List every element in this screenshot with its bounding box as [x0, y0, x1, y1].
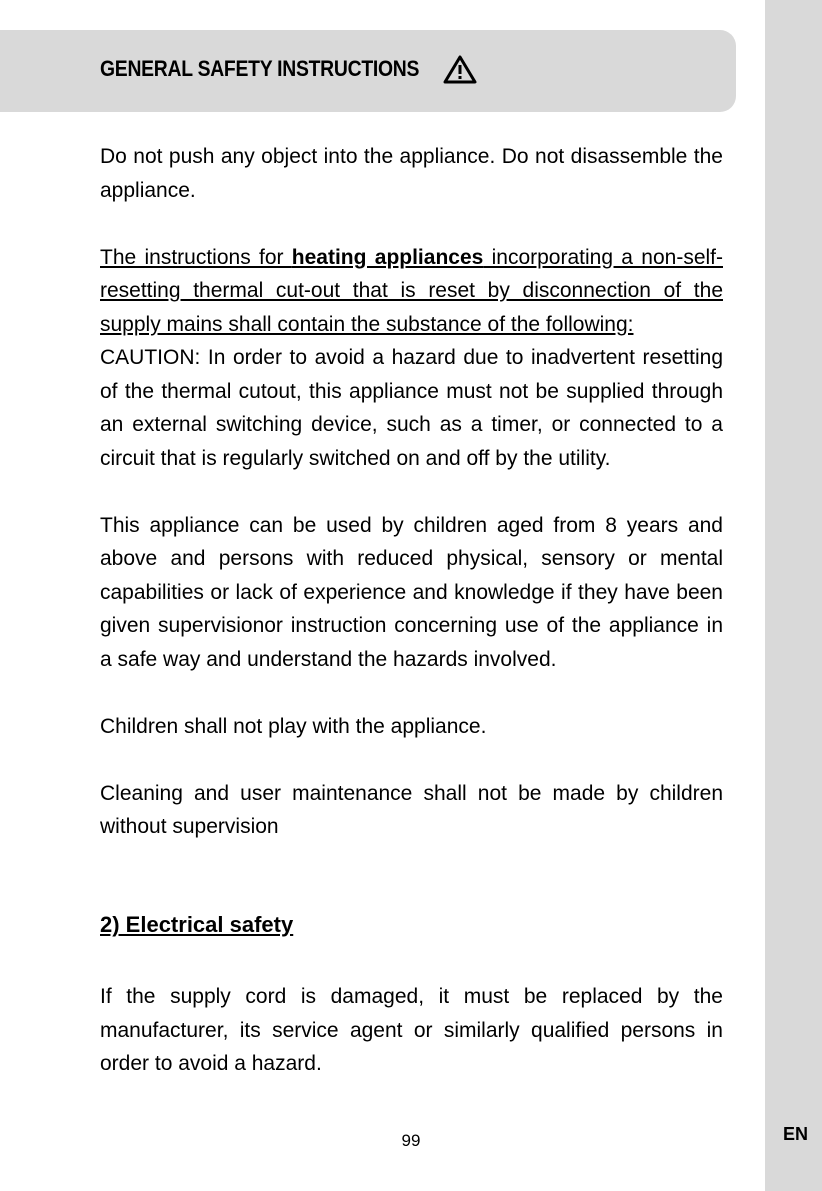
language-label: EN [783, 1124, 809, 1144]
section-heading-electrical-safety: 2) Electrical safety [100, 912, 294, 937]
heating-appliances-emphasis: heating appliances [291, 245, 484, 269]
paragraph-caution: CAUTION: In order to avoid a hazard due to inadvertent resetting of the thermal cutout, this appliance must not be supplied through an external switching device, such as a timer, or connected to a circuit that is regularly switched on and off by the utility. [100, 346, 723, 470]
language-side-tab [765, 0, 822, 1191]
page-number [0, 1131, 822, 1151]
page-header [100, 54, 477, 84]
page-title: GENERAL SAFETY INSTRUCTIONS [100, 56, 420, 81]
safety-instructions-body [100, 140, 723, 877]
warning-triangle-icon [443, 54, 477, 84]
heating-intro-continuation: incorporating a non-self-resetting thermal cut-out that is reset by disconnection of the supply mains shall contain the substance of the following: [100, 245, 723, 336]
paragraph-children-play: Children shall not play with the appliance. [100, 714, 487, 738]
paragraph-supply-cord: If the supply cord is damaged, it must be replaced by the manufacturer, its service agent or similarly qualified persons in order to avoid a hazard. [100, 985, 723, 1075]
paragraph-cleaning: Cleaning and user maintenance shall not be made by children without supervision [100, 781, 723, 838]
paragraph-heating-appliances-intro [100, 241, 723, 342]
paragraph-no-objects: Do not push any object into the appliance. Do not disassemble the appliance. [100, 145, 723, 202]
heating-intro-text: The instructions for [100, 245, 292, 269]
page-number-value: 99 [401, 1131, 421, 1150]
paragraph-children-usage: This appliance can be used by children aged from 8 years and above and persons with reduced physical, sensory or mental capabilities or lack of experience and knowledge if they have been given supervisionor instruction concerning use of the appliance in a safe way and understand the hazards involved. [100, 513, 723, 671]
